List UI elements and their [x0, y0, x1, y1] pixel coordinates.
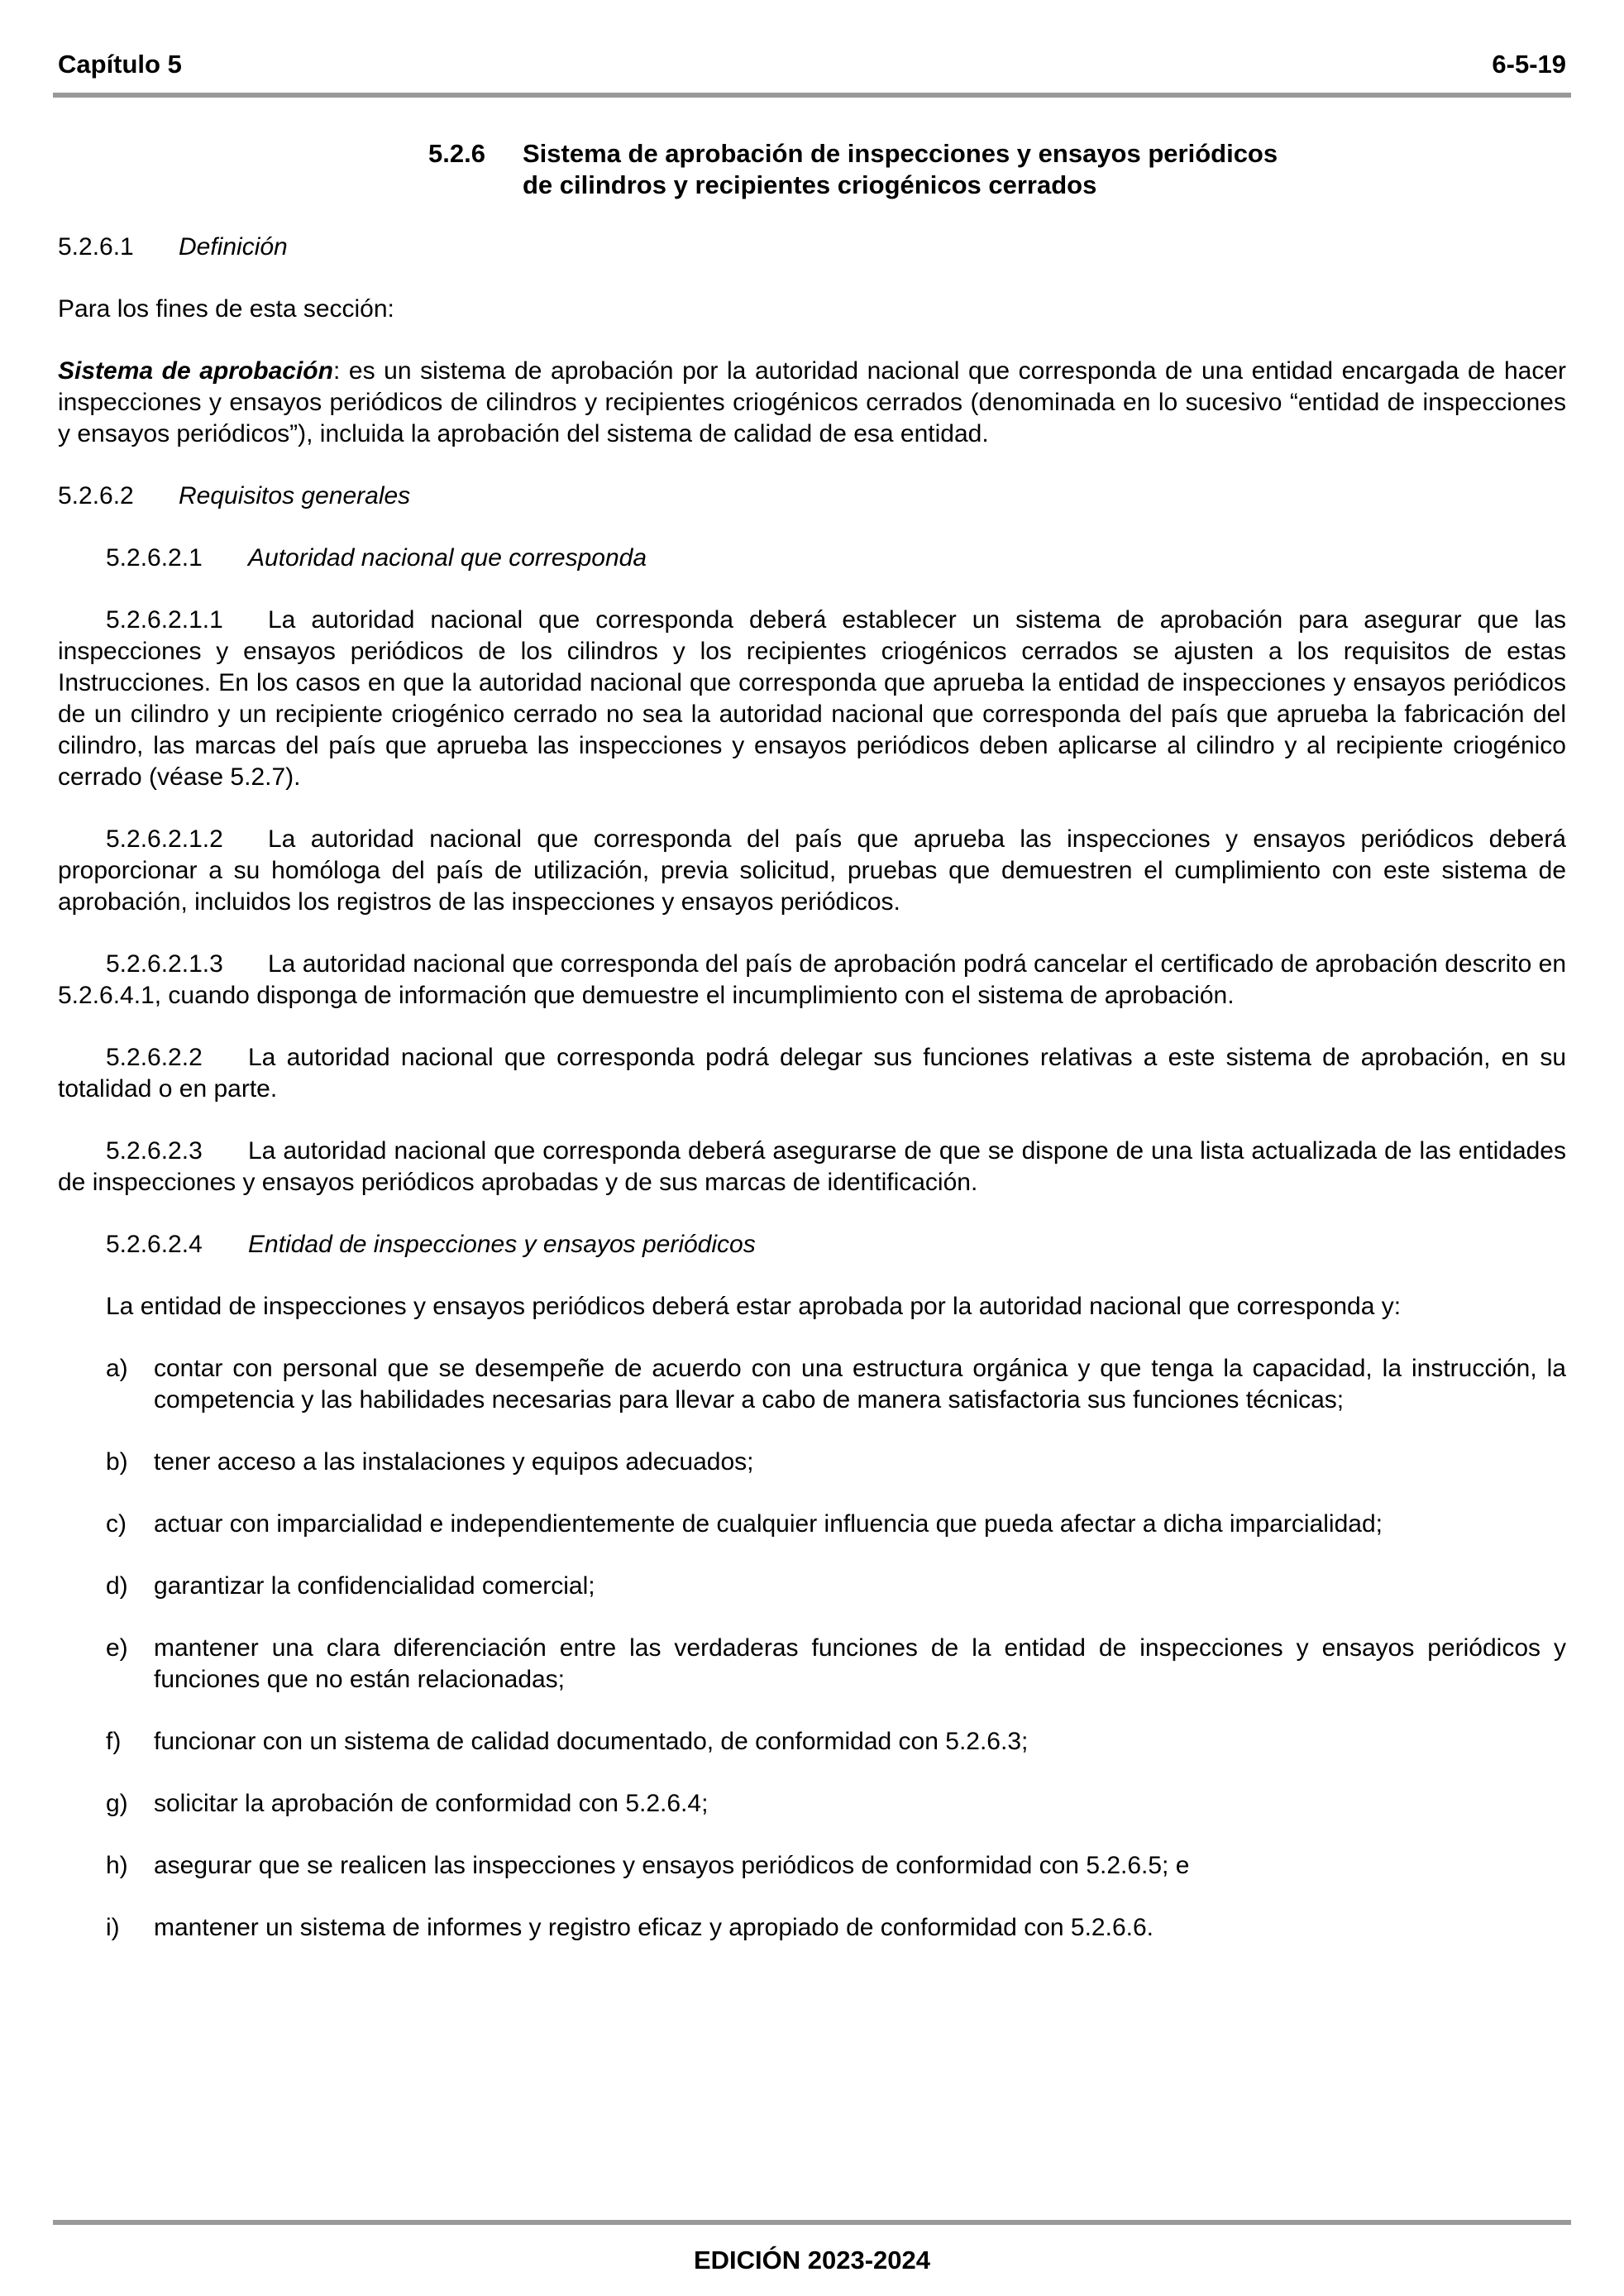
section-title-line1: Sistema de aprobación de inspecciones y ensayos periódicos: [523, 139, 1278, 168]
subsection-number: 5.2.6.2: [58, 482, 134, 509]
subsection-heading: [58, 232, 1566, 263]
paragraph-number: 5.2.6.2.1.2: [106, 825, 223, 853]
subsubsection-number: 5.2.6.2.4: [106, 1231, 203, 1258]
definition-text: : es un sistema de aprobación por la autoridad nacional que corresponda de una entidad encargada de hacer inspecciones y ensayos periódicos de cilindros y recipientes criogénicos cerrados (denominada en lo sucesivo “entidad de inspecciones y ensayos periódicos”), incluida la aprobación del sistema de calidad de esa entidad.: [58, 357, 1567, 447]
subsubsection-title: Entidad de inspecciones y ensayos periódicos: [248, 1231, 756, 1258]
list-item-text: actuar con imparcialidad e independientemente de cualquier influencia que pueda afectar a dicha imparcialidad;: [154, 1510, 1383, 1538]
subsection-title: Requisitos generales: [179, 482, 411, 509]
list-item: [58, 1912, 1566, 1944]
list-item: [58, 1726, 1566, 1758]
list-item-letter: h): [106, 1852, 128, 1879]
paragraph-text: La autoridad nacional que corresponda deberá asegurarse de que se dispone de una lista actualizada de las entidades de inspecciones y ensayos periódicos aprobadas y de sus marcas de identificación.: [58, 1137, 1566, 1196]
list-item-letter: d): [106, 1572, 128, 1600]
paragraph-5-2-6-2-2: [58, 1042, 1566, 1105]
paragraph-text: La autoridad nacional que corresponda podrá delegar sus funciones relativas a este sistema de aprobación, en su totalidad o en parte.: [58, 1044, 1566, 1103]
subsubsection-heading: [58, 543, 1566, 574]
definition-paragraph: [58, 356, 1566, 450]
list-item-letter: b): [106, 1448, 128, 1476]
list-item-letter: f): [106, 1728, 122, 1755]
list-item-letter: e): [106, 1634, 128, 1662]
chapter-label: Capítulo 5: [58, 50, 182, 79]
section-title-line2: de cilindros y recipientes criogénicos cerrados: [523, 170, 1097, 199]
subsection-title: Definición: [179, 233, 288, 261]
section-heading: [370, 138, 1566, 201]
list-item-text: garantizar la confidencialidad comercial;: [154, 1572, 595, 1600]
list-item-letter: a): [106, 1355, 128, 1382]
paragraph-5-2-6-2-1-3: [58, 949, 1566, 1012]
list-item: [58, 1353, 1566, 1416]
list-item: [58, 1850, 1566, 1882]
page-body: [58, 138, 1566, 1974]
list-item: [58, 1571, 1566, 1602]
list-item-text: contar con personal que se desempeñe de acuerdo con una estructura orgánica y que tenga la capacidad, la instrucción, la competencia y las habilidades necesarias para llevar a cabo de manera satisfactoria sus funciones técnicas;: [154, 1355, 1566, 1413]
page-header: [58, 48, 1566, 81]
list-item: [58, 1509, 1566, 1540]
paragraph-5-2-6-2-1-1: [58, 605, 1566, 793]
header-rule: [53, 93, 1571, 98]
list-item-text: solicitar la aprobación de conformidad con 5.2.6.4;: [154, 1790, 709, 1817]
list-item-text: asegurar que se realicen las inspecciones y ensayos periódicos de conformidad con 5.2.6.5; e: [154, 1852, 1190, 1879]
paragraph-text: La autoridad nacional que corresponda deberá establecer un sistema de aprobación para asegurar que las inspecciones y ensayos periódicos de los cilindros y los recipientes criogénicos cerrados se ajusten a los requisitos de estas Instrucciones. En los casos en que la autoridad nacional que corresponda que aprueba la entidad de inspecciones y ensayos periódicos de un cilindro y un recipiente criogénico cerrado no sea la autoridad nacional que corresponda del país que aprueba la fabricación del cilindro, las marcas del país que aprueba las inspecciones y ensayos periódicos deben aplicarse al cilindro y al recipiente criogénico cerrado (véase 5.2.7).: [58, 606, 1566, 791]
list-item-letter: c): [106, 1510, 127, 1538]
page-number: 6-5-19: [1492, 50, 1566, 79]
list-item-letter: i): [106, 1914, 120, 1941]
paragraph-number: 5.2.6.2.1.3: [106, 950, 223, 978]
subsubsection-title: Autoridad nacional que corresponda: [248, 544, 647, 572]
list-item: [58, 1633, 1566, 1696]
requirements-list: [58, 1353, 1566, 1944]
subsubsection-number: 5.2.6.2.1: [106, 544, 203, 572]
subsection-heading: [58, 481, 1566, 512]
subsubsection-heading: [58, 1229, 1566, 1260]
list-item: [58, 1788, 1566, 1820]
list-item-text: mantener una clara diferenciación entre las verdaderas funciones de la entidad de inspecciones y ensayos periódicos y funciones que no están relacionadas;: [154, 1634, 1566, 1693]
paragraph-5-2-6-2-1-2: [58, 824, 1566, 918]
list-item-text: funcionar con un sistema de calidad documentado, de conformidad con 5.2.6.3;: [154, 1728, 1029, 1755]
paragraph-number: 5.2.6.2.1.1: [106, 606, 223, 634]
list-item-letter: g): [106, 1790, 128, 1817]
section-number: 5.2.6: [428, 139, 485, 168]
list-item: [58, 1447, 1566, 1478]
paragraph-number: 5.2.6.2.2: [106, 1044, 203, 1071]
list-intro: La entidad de inspecciones y ensayos periódicos deberá estar aprobada por la autoridad nacional que corresponda y:: [106, 1293, 1402, 1320]
definition-term: Sistema de aprobación: [58, 357, 333, 385]
intro-paragraph: Para los fines de esta sección:: [58, 295, 394, 323]
paragraph-5-2-6-2-3: [58, 1136, 1566, 1198]
paragraph-text: La autoridad nacional que corresponda del país que aprueba las inspecciones y ensayos periódicos deberá proporcionar a su homóloga del país de utilización, previa solicitud, pruebas que demuestren el cumplimiento con este sistema de aprobación, incluidos los registros de las inspecciones y ensayos periódicos.: [58, 825, 1566, 916]
paragraph-text: La autoridad nacional que corresponda del país de aprobación podrá cancelar el certificado de aprobación descrito en 5.2.6.4.1, cuando disponga de información que demuestre el incumplimiento con el sistema de aprobación.: [58, 950, 1566, 1009]
list-item-text: mantener un sistema de informes y registro eficaz y apropiado de conformidad con 5.2.6.6.: [154, 1914, 1154, 1941]
subsection-number: 5.2.6.1: [58, 233, 134, 261]
page-footer: [0, 2244, 1624, 2277]
paragraph-number: 5.2.6.2.3: [106, 1137, 203, 1165]
list-item-text: tener acceso a las instalaciones y equipos adecuados;: [154, 1448, 754, 1476]
edition-label: EDICIÓN 2023-2024: [693, 2246, 931, 2274]
footer-rule: [53, 2220, 1571, 2225]
